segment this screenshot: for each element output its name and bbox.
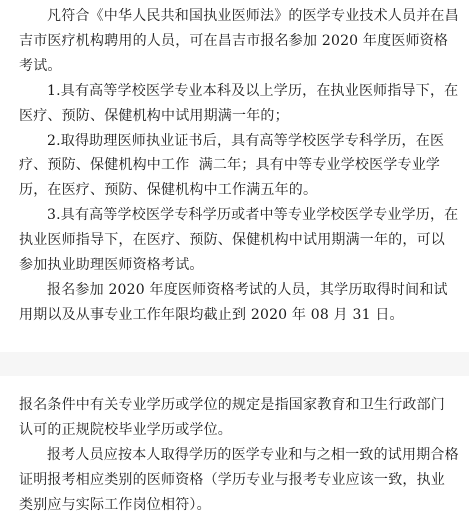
condition-item-3: 3.具有高等学校医学专科学历或者中等专业学校医学专业学历，在执业医师指导下，在医疗、预防、保健机构中试用期满一年的，可以参加执业助理医师资格考试。 — [19, 207, 459, 274]
notes-section — [0, 376, 469, 525]
intro-paragraph: 凡符合《中华人民共和国执业医师法》的医学专业技术人员并在昌吉市医疗机构聘用的人员，可在昌吉市报名参加 2020 年度医师资格考试。 — [19, 8, 459, 74]
category-requirement-paragraph: 报考人员应按本人取得学历的医学专业和与之相一致的试用期合格证明报考相应类别的医师资格（学历专业与报考专业应该一致，执业类别应与实际工作岗位相符）。 — [19, 447, 459, 513]
condition-item-2: 2.取得助理医师执业证书后，具有高等学校医学专科学历，在医疗、预防、保健机构中工作 满二年；具有中等专业学校医学专业学历，在医疗、预防、保健机构中工作满五年的。 — [19, 132, 445, 199]
condition-item-1: 1.具有高等学校医学专业本科及以上学历，在执业医师指导下，在医疗、预防、保健机构中试用期满一年的； — [19, 82, 459, 124]
degree-definition-paragraph: 报名条件中有关专业学历或学位的规定是指国家教育和卫生行政部门认可的正规院校毕业学历或学位。 — [19, 397, 445, 438]
section-divider — [0, 352, 469, 376]
deadline-paragraph: 报名参加 2020 年度医师资格考试的人员，其学历取得时间和试用期以及从事专业工作年限均截止到 2020 年 08 月 31 日。 — [19, 281, 448, 323]
